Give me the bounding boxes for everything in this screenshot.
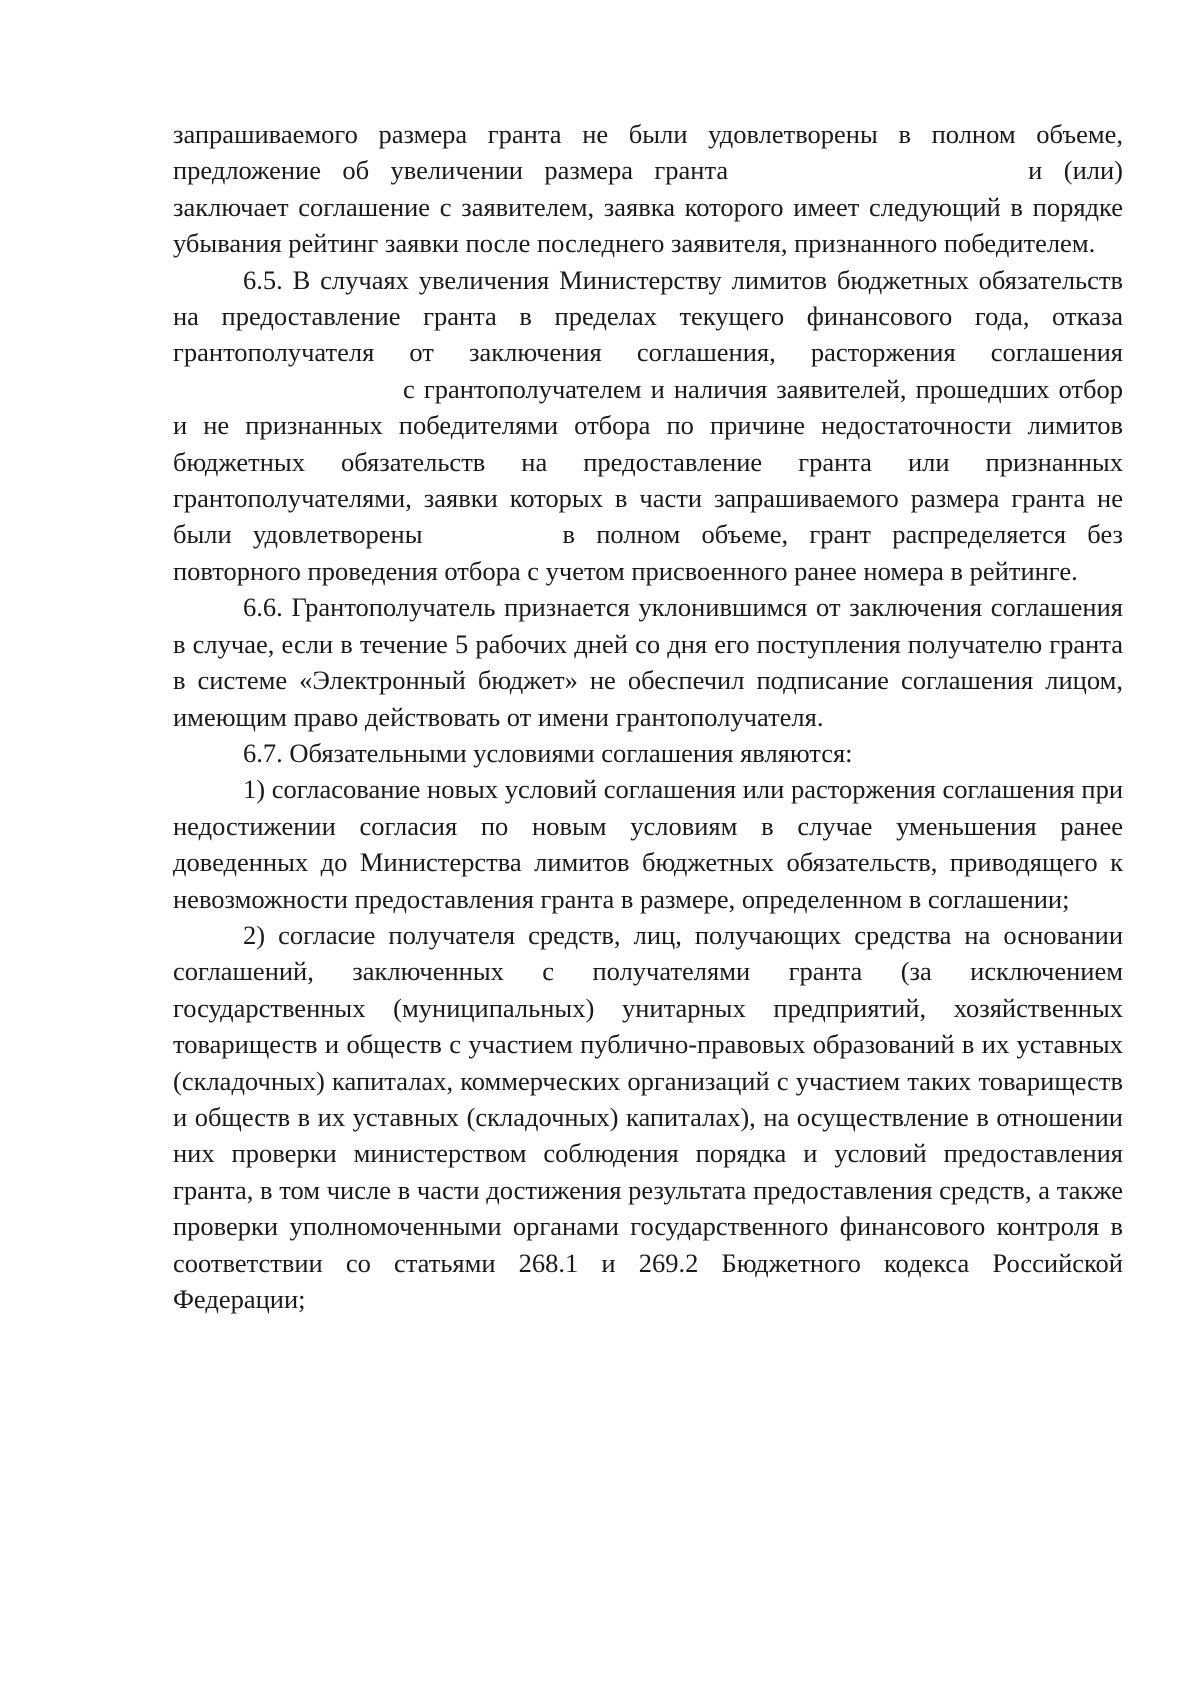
paragraph-text: 6.5. В случаях увеличения Министерству лимитов бюджетных обязательств на предоставление гранта в пределах текущего финансового года, отказа грантополучателя от заключения соглашения, расторжения соглашения [173, 264, 1123, 368]
list-item-2: 2) согласие получателя средств, лиц, получающих средства на основании соглашений, заключенных с получателями гранта (за исключением государственных (муниципальных) унитарных предприятий, хозяйственных товариществ и обществ с участием публично-правовых образований в их уставных (складочных) капиталах, коммерческих организаций с участием таких товариществ и обществ в их уставных (складочных) капиталах), на осуществление в отношении них проверки министерством соблюдения порядка и условий предоставления гранта, в том числе в части достижения результата предоставления средств, а также проверки уполномоченными органами государственного финансового контроля в соответствии со статьями 268.1 и 269.2 Бюджетного кодекса Российской Федерации; [173, 919, 1123, 1314]
paragraph-text: в полном объеме, грант распределяется без повторного проведения отбора с учетом присвоенного ранее номера в рейтинге. [173, 519, 1123, 586]
paragraph-6-7: 6.7. Обязательными условиями соглашения являются: [243, 737, 853, 768]
paragraph-6-5 [173, 262, 1123, 590]
paragraph-text: запрашиваемого размера гранта не были удовлетворены в полном объеме, предложение об увеличении размера гранта [173, 119, 1123, 186]
list-item-1: 1) согласование новых условий соглашения или расторжения соглашения при недостижении согласия по новым условиям в случае уменьшения ранее доведенных до Министерства лимитов бюджетных обязательств, приводящего к невозможности предоставления гранта в размере, определенном в соглашении; [173, 774, 1123, 914]
paragraph-text: и (или) заключает соглашение с заявителем, заявка которого имеет следующий в порядке убывания рейтинг заявки после последнего заявителя, признанного победителем. [173, 155, 1124, 259]
paragraph-6-6: 6.6. Грантополучатель признается уклонившимся от заключения соглашения в случае, если в течение 5 рабочих дней со дня его поступления получателю гранта в системе «Электронный бюджет» не обеспечил подписание соглашения лицом, имеющим право действовать от имени грантополучателя. [173, 592, 1123, 732]
document-body [173, 116, 1123, 1317]
paragraph-text: с грантополучателем и наличия заявителей, прошедших отбор и не признанных победителями отбора по причине недостаточности лимитов бюджетных обязательств на предоставление гранта или признанных грантополучателями, заявки которых в части запрашиваемого размера гранта не были удовлетворены [173, 373, 1123, 550]
paragraph-continuation [173, 116, 1123, 262]
